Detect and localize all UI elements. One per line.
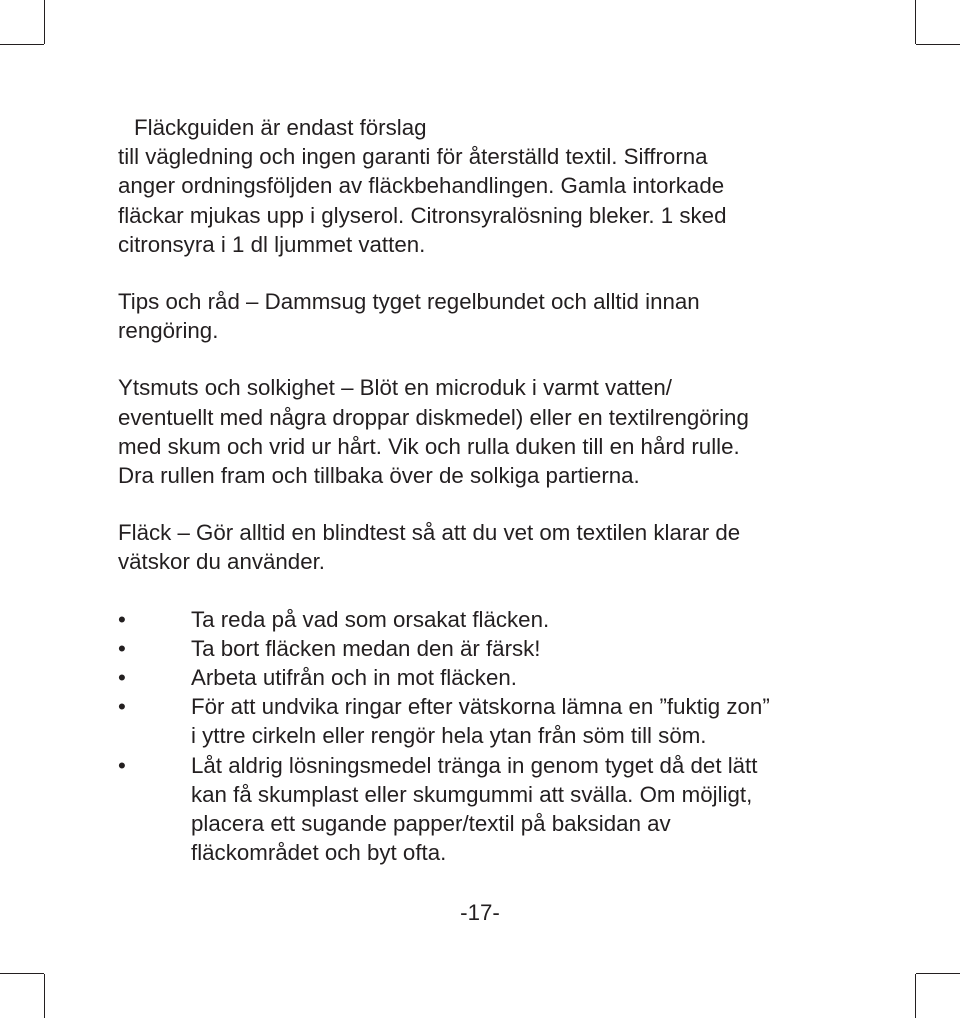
- bullet-icon: •: [118, 665, 126, 691]
- text-line: Fläckguiden är endast förslag: [134, 115, 427, 140]
- crop-mark-bottom-right-vertical: [915, 974, 916, 1018]
- page-number: -17-: [460, 900, 500, 925]
- list-item: [118, 634, 838, 663]
- text-line: fläckområdet och byt ofta.: [191, 840, 447, 866]
- list-item: [118, 605, 838, 634]
- tips-paragraph: [118, 287, 838, 345]
- crop-mark-bottom-left-horizontal: [0, 973, 44, 974]
- list-item: [118, 663, 838, 692]
- text-line: Dra rullen fram och tillbaka över de solkiga partierna.: [118, 463, 640, 489]
- text-line: fläckar mjukas upp i glyserol. Citronsyralösning bleker. 1 sked: [118, 202, 727, 228]
- stain-tips-list: [118, 605, 838, 868]
- text-line: Fläck – Gör alltid en blindtest så att du vet om textilen klarar de: [118, 520, 741, 546]
- text-line: Ta reda på vad som orsakat fläcken.: [191, 606, 550, 632]
- text-line: Ytsmuts och solkighet – Blöt en microduk i varmt vatten/: [118, 375, 672, 401]
- text-line: Ta bort fläcken medan den är färsk!: [191, 635, 541, 661]
- text-line: placera ett sugande papper/textil på baksidan av: [191, 811, 671, 837]
- text-line: kan få skumplast eller skumgummi att svälla. Om möjligt,: [191, 781, 753, 807]
- text-line: Arbeta utifrån och in mot fläcken.: [191, 665, 517, 691]
- text-line: rengöring.: [118, 318, 219, 344]
- intro-paragraph: [118, 113, 838, 259]
- text-line: med skum och vrid ur hårt. Vik och rulla duken till en hård rulle.: [118, 433, 740, 459]
- bullet-icon: •: [118, 635, 126, 661]
- page-content: [118, 113, 838, 867]
- crop-mark-bottom-left-vertical: [44, 974, 45, 1018]
- text-line: vätskor du använder.: [118, 549, 325, 575]
- crop-mark-bottom-right-horizontal: [916, 973, 960, 974]
- bullet-icon: •: [118, 606, 126, 632]
- text-line: anger ordningsföljden av fläckbehandlingen. Gamla intorkade: [118, 173, 725, 199]
- text-line: Tips och råd – Dammsug tyget regelbundet och alltid innan: [118, 289, 700, 315]
- text-line: i yttre cirkeln eller rengör hela ytan från söm till söm.: [191, 723, 707, 749]
- surface-dirt-paragraph: [118, 373, 838, 490]
- text-line: eventuellt med några droppar diskmedel) eller en textilrengöring: [118, 404, 749, 430]
- list-item: [118, 692, 838, 750]
- stain-paragraph: [118, 518, 838, 576]
- text-line: Låt aldrig lösningsmedel tränga in genom tyget då det lätt: [191, 752, 758, 778]
- text-line: till vägledning och ingen garanti för återställd textil. Siffrorna: [118, 144, 708, 170]
- crop-mark-top-right-horizontal: [916, 44, 960, 45]
- text-line: citronsyra i 1 dl ljummet vatten.: [118, 231, 426, 257]
- crop-mark-top-left-horizontal: [0, 44, 44, 45]
- crop-mark-top-left-vertical: [44, 0, 45, 44]
- text-line: För att undvika ringar efter vätskorna lämna en ”fuktig zon”: [191, 694, 770, 720]
- list-item: [118, 751, 838, 868]
- crop-mark-top-right-vertical: [915, 0, 916, 44]
- bullet-icon: •: [118, 752, 126, 778]
- bullet-icon: •: [118, 694, 126, 720]
